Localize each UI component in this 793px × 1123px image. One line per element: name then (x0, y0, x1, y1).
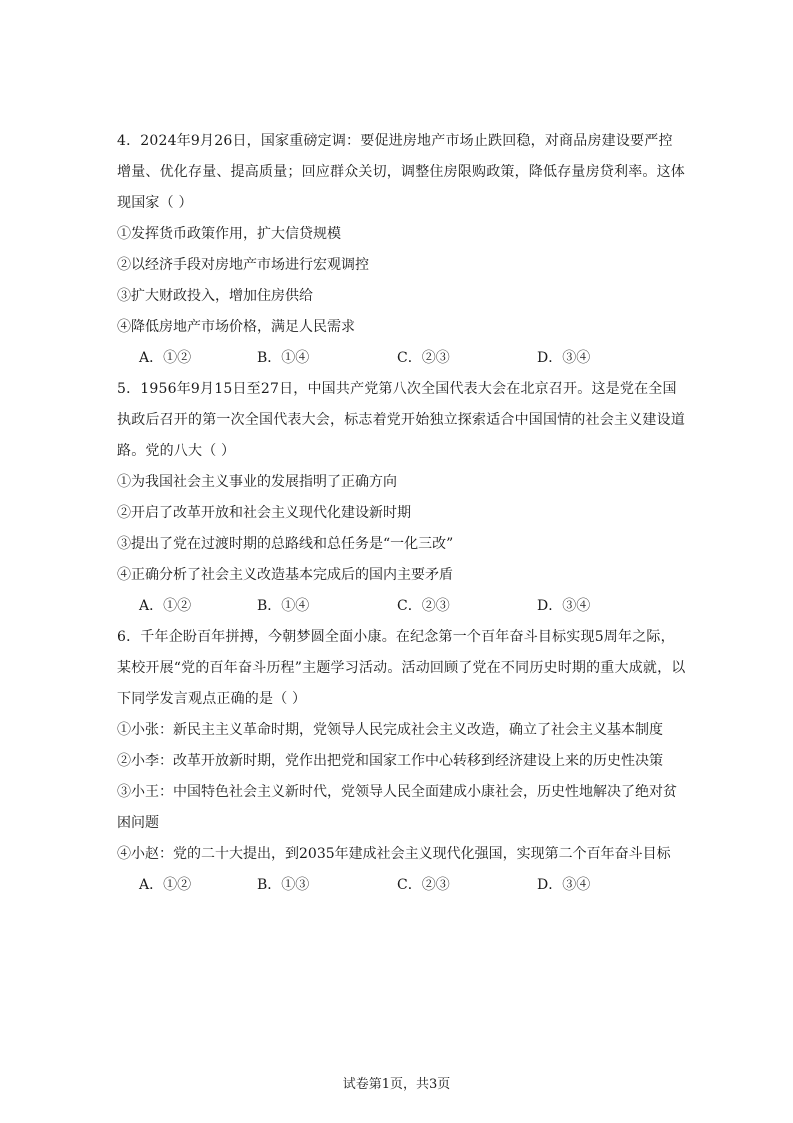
statement-option: 困问题 (117, 815, 159, 831)
choice-b: B．①④ (257, 350, 310, 366)
statement-option: ③扩大财政投入，增加住房供给 (117, 288, 313, 304)
statement-option: ②开启了改革开放和社会主义现代化建设新时期 (117, 505, 411, 521)
statement-option: ③小王：中国特色社会主义新时代，党领导人民全面建成小康社会，历史性地解决了绝对贫 (117, 784, 677, 800)
question-stem-line: 增量、优化存量、提高质量；回应群众关切，调整住房限购政策，降低存量房贷利率。这体 (117, 164, 685, 180)
question-6 (117, 622, 687, 901)
statement-option: ①小张：新民主主义革命时期，党领导人民完成社会主义改造，确立了社会主义基本制度 (117, 722, 663, 738)
question-5 (117, 374, 687, 622)
choice-d: D．③④ (537, 350, 591, 366)
choice-c: C．②③ (397, 877, 450, 893)
answer-choices (117, 591, 687, 622)
statement-option: ④正确分析了社会主义改造基本完成后的国内主要矛盾 (117, 567, 453, 583)
question-4 (117, 126, 687, 374)
statement-option: ③提出了党在过渡时期的总路线和总任务是“一化三改” (117, 536, 454, 552)
statement-option: ①为我国社会主义事业的发展指明了正确方向 (117, 474, 397, 490)
statement-option: ①发挥货币政策作用，扩大信贷规模 (117, 226, 341, 242)
question-list (117, 126, 687, 901)
choice-d: D．③④ (537, 877, 591, 893)
question-stem-line: 现国家（ ） (117, 195, 193, 211)
choice-c: C．②③ (397, 598, 450, 614)
choice-c: C．②③ (397, 350, 450, 366)
page-footer: 试卷第1页，共3页 (342, 1077, 451, 1092)
choice-a: A．①② (139, 350, 192, 366)
choice-d: D．③④ (537, 598, 591, 614)
statement-option: ④小赵：党的二十大提出，到2035年建成社会主义现代化强国，实现第二个百年奋斗目标 (117, 846, 671, 862)
choice-a: A．①② (139, 877, 192, 893)
question-stem-line: 执政后召开的第一次全国代表大会，标志着党开始独立探索适合中国国情的社会主义建设道 (117, 412, 685, 428)
statement-option: ④降低房地产市场价格，满足人民需求 (117, 319, 355, 335)
question-stem-line: 5．1956年9月15日至27日，中国共产党第八次全国代表大会在北京召开。这是党在全国 (117, 381, 677, 397)
question-stem-line: 下同学发言观点正确的是（ ） (117, 691, 307, 707)
answer-choices (117, 870, 687, 901)
question-stem-line: 路。党的八大（ ） (117, 443, 236, 459)
question-stem-line: 6．千年企盼百年拼搏，今朝梦圆全面小康。在纪念第一个百年奋斗目标实现5周年之际， (117, 629, 675, 645)
choice-b: B．①③ (257, 877, 310, 893)
statement-option: ②以经济手段对房地产市场进行宏观调控 (117, 257, 369, 273)
answer-choices (117, 343, 687, 374)
statement-option: ②小李：改革开放新时期，党作出把党和国家工作中心转移到经济建设上来的历史性决策 (117, 753, 663, 769)
choice-b: B．①④ (257, 598, 310, 614)
choice-a: A．①② (139, 598, 192, 614)
question-stem-line: 4．2024年9月26日，国家重磅定调：要促进房地产市场止跌回稳，对商品房建设要严控 (117, 133, 673, 149)
question-stem-line: 某校开展“党的百年奋斗历程”主题学习活动。活动回顾了党在不同历史时期的重大成就，以 (117, 660, 686, 676)
